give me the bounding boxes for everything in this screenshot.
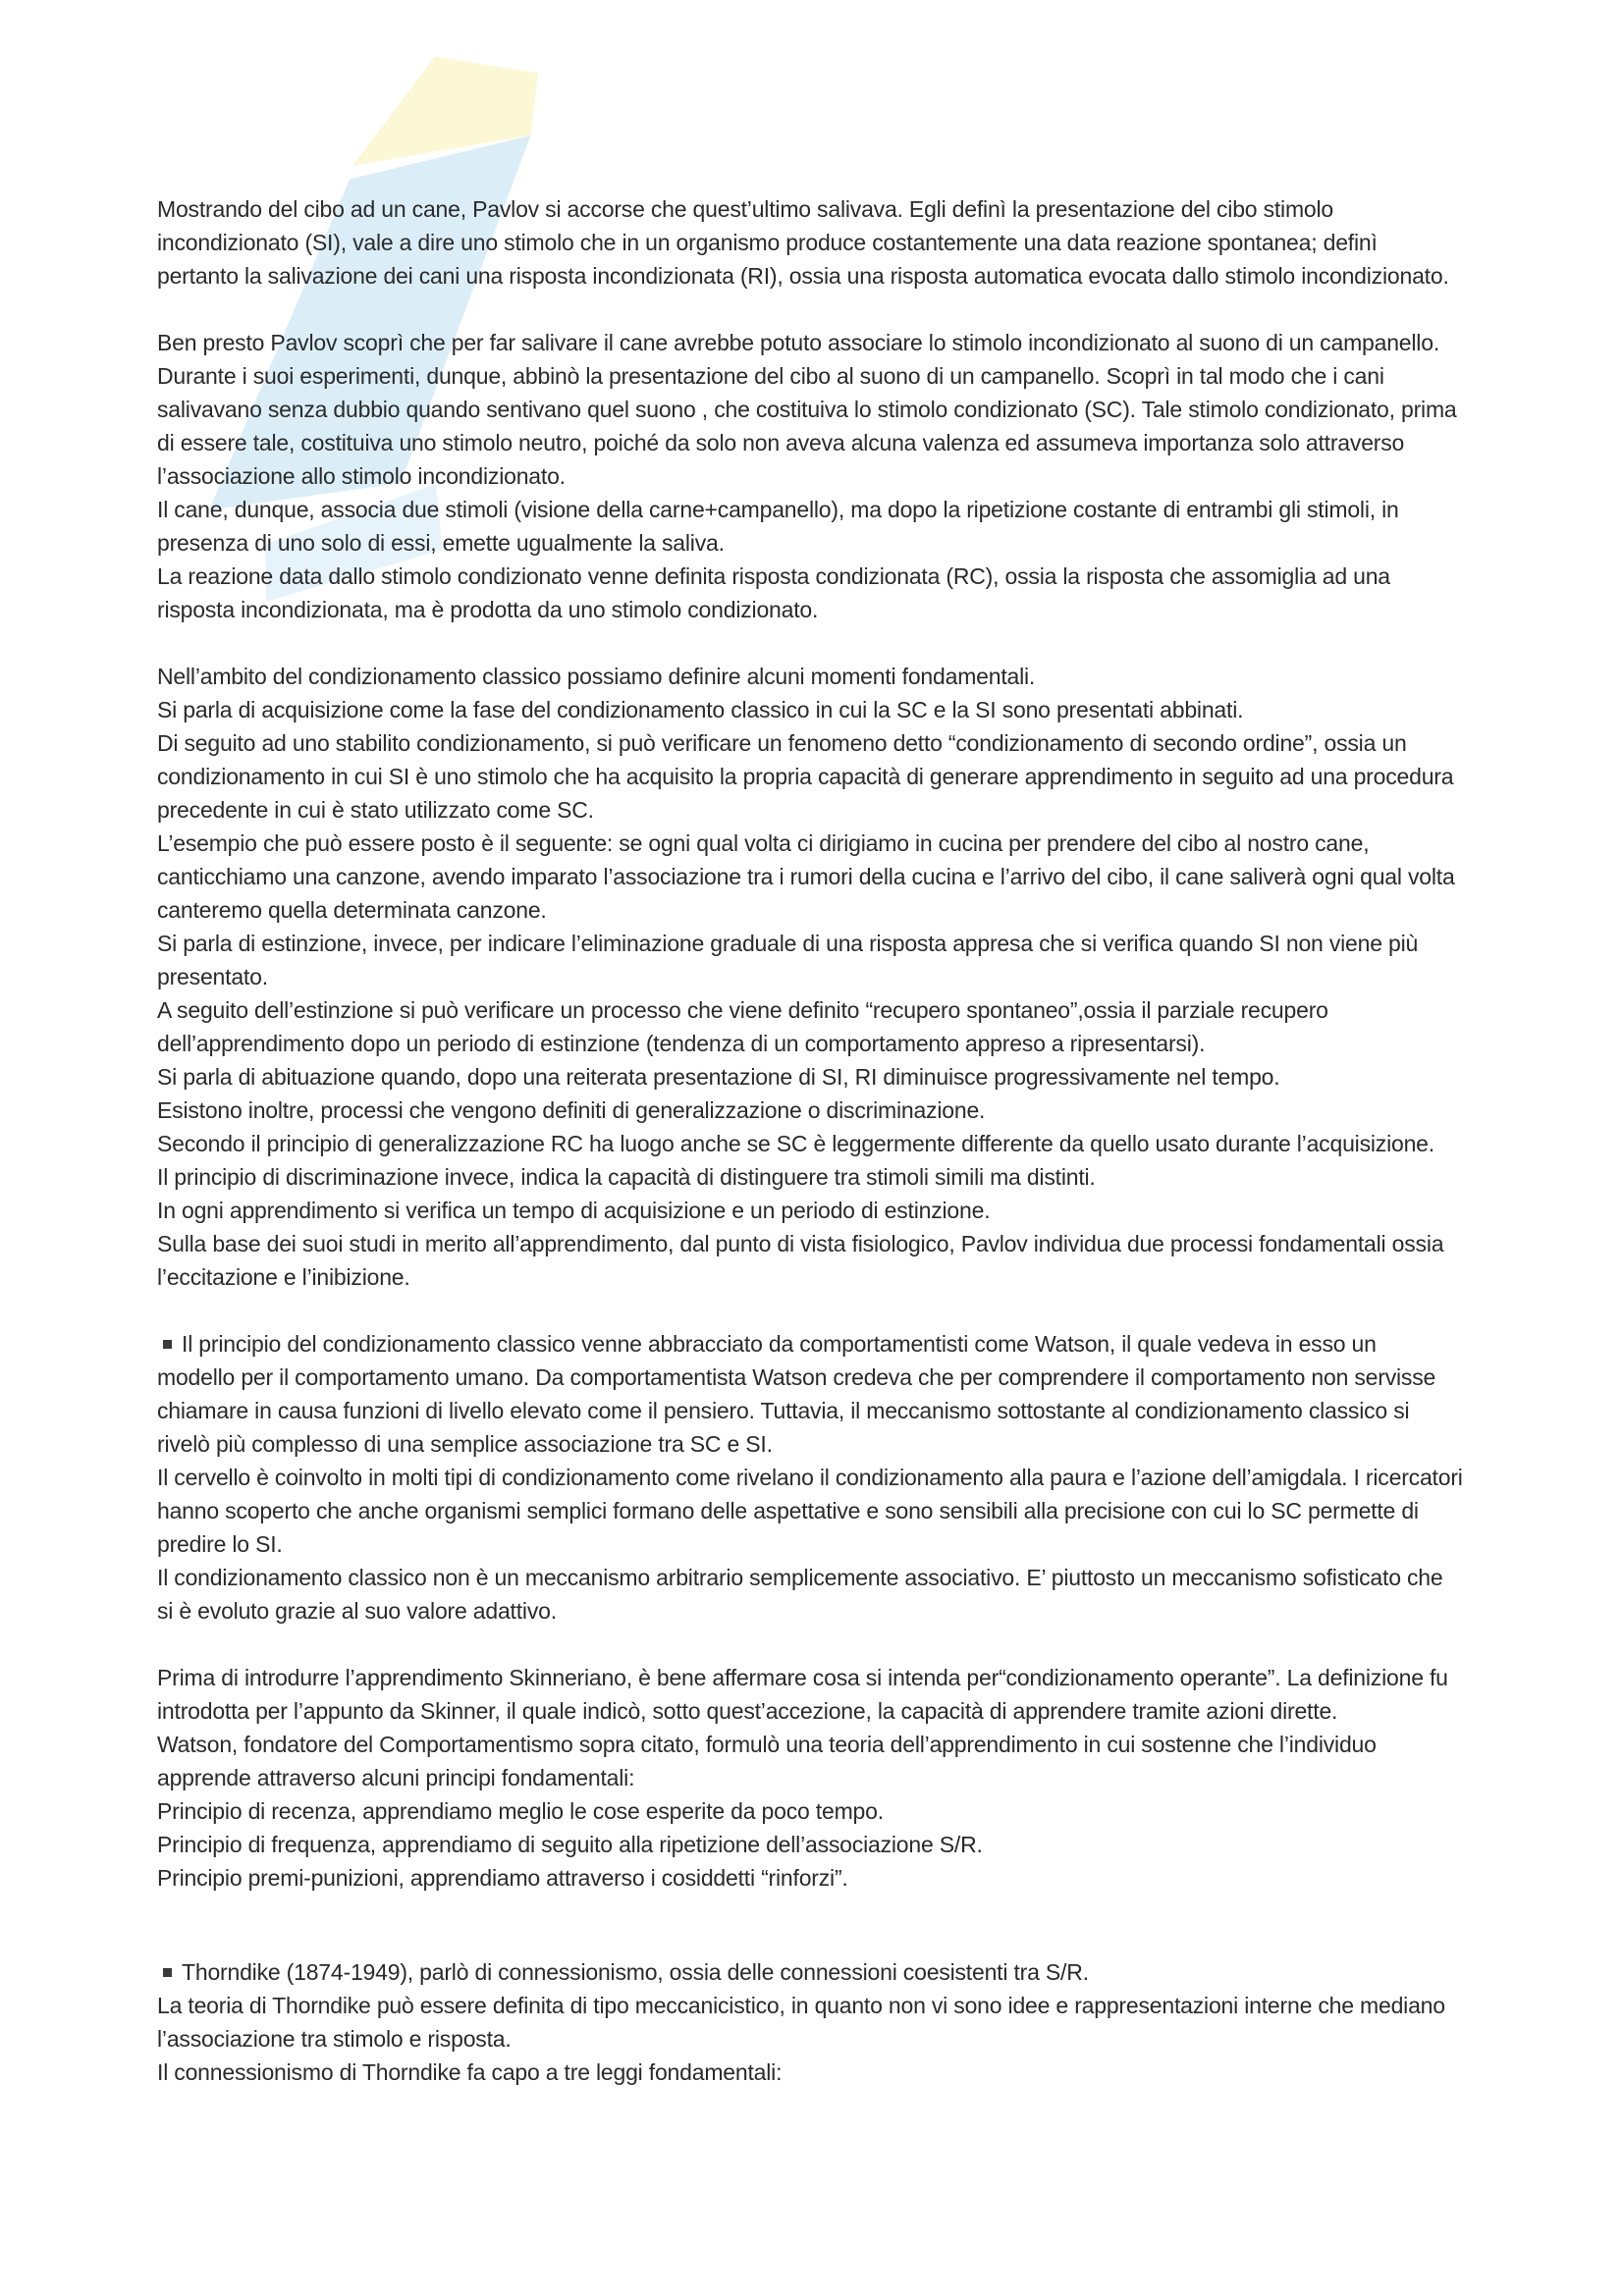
text-line [157, 1989, 1483, 2022]
text-line [157, 493, 1483, 526]
text-line [157, 359, 1483, 393]
text-line-content: Durante i suoi esperimenti, dunque, abbinò la presentazione del cibo al suono di un campanello. Scoprì in tal modo che i cani [157, 363, 1384, 389]
text-line-content: A seguito dell’estinzione si può verificare un processo che viene definito “recupero spontaneo”,ossia il parziale recupero [157, 997, 1328, 1023]
text-line [157, 1094, 1483, 1127]
text-line-content: rivelò più complesso di una semplice associazione tra SC e SI. [157, 1431, 773, 1457]
text-line [157, 1828, 1483, 1861]
text-line [157, 226, 1483, 259]
text-line [157, 726, 1483, 760]
text-line-content: Thorndike (1874-1949), parlò di connessionismo, ossia delle connessioni coesistenti tra S/R. [182, 1959, 1089, 1985]
text-line [157, 526, 1483, 560]
text-line [157, 1594, 1483, 1628]
text-line-content: Prima di introdurre l’apprendimento Skinneriano, è bene affermare cosa si intenda per“condizionamento operante”. La definizione fu [157, 1665, 1448, 1690]
text-line-content: apprende attraverso alcuni principi fondamentali: [157, 1765, 635, 1790]
text-line-content: presenza di uno solo di essi, emette ugualmente la saliva. [157, 530, 725, 556]
text-line-content: presentato. [157, 964, 268, 989]
text-line-content: condizionamento in cui SI è uno stimolo che ha acquisito la propria capacità di generare apprendimento in seguito ad una procedura [157, 764, 1454, 789]
text-line [157, 1761, 1483, 1794]
text-line [157, 2056, 1483, 2089]
text-line [157, 192, 1483, 226]
text-line-content: l’associazione tra stimolo e risposta. [157, 2026, 512, 2052]
text-line [157, 1955, 1483, 1989]
text-line [157, 2022, 1483, 2056]
text-line-content: Mostrando del cibo ad un cane, Pavlov si accorse che quest’ultimo salivava. Egli definì la presentazione del cibo stimolo [157, 196, 1334, 222]
text-line-content: canteremo quella determinata canzone. [157, 897, 547, 923]
text-line [157, 827, 1483, 860]
text-line-content: La reazione data dallo stimolo condizionato venne definita risposta condizionata (RC), ossia la risposta che assomiglia ad una [157, 563, 1390, 589]
text-line-content: Esistono inoltre, processi che vengono definiti di generalizzazione o discriminazione. [157, 1097, 986, 1123]
document-body [157, 192, 1483, 2089]
square-bullet-icon [163, 1968, 172, 1977]
text-line [157, 1661, 1483, 1694]
text-line-content: Ben presto Pavlov scoprì che per far salivare il cane avrebbe potuto associare lo stimolo incondizionato al suono di un campanello. [157, 330, 1440, 355]
text-line-content: introdotta per l’appunto da Skinner, il quale indicò, sotto quest’accezione, la capacità di apprendere tramite azioni dirette. [157, 1698, 1338, 1724]
text-line-content: dell’apprendimento dopo un periodo di estinzione (tendenza di un comportamento appreso a ripresentarsi). [157, 1031, 1206, 1056]
text-line-content: risposta incondizionata, ma è prodotta da uno stimolo condizionato. [157, 597, 819, 622]
text-line [157, 1361, 1483, 1394]
text-line [157, 1327, 1483, 1361]
text-line-content: Principio di recenza, apprendiamo meglio le cose esperite da poco tempo. [157, 1798, 884, 1824]
text-line [157, 459, 1483, 493]
text-line-content: Il principio di discriminazione invece, indica la capacità di distinguere tra stimoli simili ma distinti. [157, 1164, 1096, 1190]
text-line [157, 1794, 1483, 1828]
text-line [157, 860, 1483, 893]
text-line [157, 960, 1483, 993]
text-line-content: Principio premi-punizioni, apprendiamo attraverso i cosiddetti “rinforzi”. [157, 1865, 848, 1891]
text-line [157, 426, 1483, 459]
text-line-content: Di seguito ad uno stabilito condizionamento, si può verificare un fenomeno detto “condizionamento di secondo ordine”, ossia un [157, 730, 1407, 756]
paragraph-pavlov-experiment [157, 326, 1483, 626]
text-line [157, 1260, 1483, 1294]
text-line [157, 1694, 1483, 1728]
text-line-content: Watson, fondatore del Comportamentismo sopra citato, formulò una teoria dell’apprendimento in cui sostenne che l’individuo [157, 1732, 1377, 1757]
text-line-content: Si parla di abituazione quando, dopo una reiterata presentazione di SI, RI diminuisce progressivamente nel tempo. [157, 1064, 1280, 1090]
text-line [157, 1394, 1483, 1427]
text-line [157, 693, 1483, 726]
paragraph-pavlov-intro [157, 192, 1483, 293]
text-line-content: pertanto la salivazione dei cani una risposta incondizionata (RI), ossia una risposta automatica evocata dallo stimolo incondizionato. [157, 263, 1449, 289]
text-line [157, 1127, 1483, 1160]
text-line [157, 1461, 1483, 1494]
text-line-content: Si parla di estinzione, invece, per indicare l’eliminazione graduale di una risposta appresa che si verifica quando SI non viene più [157, 931, 1419, 956]
square-bullet-icon [163, 1340, 172, 1349]
text-line [157, 1527, 1483, 1561]
text-line [157, 1728, 1483, 1761]
text-line [157, 760, 1483, 793]
text-line [157, 1194, 1483, 1227]
text-line [157, 893, 1483, 927]
text-line [157, 793, 1483, 827]
paragraph-operant-conditioning [157, 1661, 1483, 1895]
text-line-content: In ogni apprendimento si verifica un tempo di acquisizione e un periodo di estinzione. [157, 1198, 991, 1223]
text-line [157, 593, 1483, 626]
paragraph-watson-behaviorism [157, 1327, 1483, 1628]
paragraph-thorndike [157, 1955, 1483, 2089]
text-line-content: Nell’ambito del condizionamento classico possiamo definire alcuni momenti fondamentali. [157, 664, 1036, 689]
text-line-content: Il condizionamento classico non è un meccanismo arbitrario semplicemente associativo. E’ piuttosto un meccanismo sofisticato che [157, 1565, 1443, 1590]
text-line-content: l’associazione allo stimolo incondizionato. [157, 463, 566, 489]
text-line-content: hanno scoperto che anche organismi semplici formano delle aspettative e sono sensibili alla precisione con cui lo SC permette di [157, 1498, 1419, 1523]
text-line [157, 1027, 1483, 1060]
text-line-content: incondizionato (SI), vale a dire uno stimolo che in un organismo produce costantemente una data reazione spontanea; definì [157, 230, 1378, 255]
text-line-content: modello per il comportamento umano. Da comportamentista Watson credeva che per comprendere il comportamento non servisse [157, 1364, 1436, 1390]
text-line-content: si è evoluto grazie al suo valore adattivo. [157, 1598, 557, 1624]
text-line-content: canticchiamo una canzone, avendo imparato l’associazione tra i rumori della cucina e l’arrivo del cibo, il cane saliverà ogni qual volta [157, 864, 1455, 889]
text-line-content: Il connessionismo di Thorndike fa capo a tre leggi fondamentali: [157, 2059, 783, 2085]
text-line-content: La teoria di Thorndike può essere definita di tipo meccanicistico, in quanto non vi sono idee e rappresentazioni interne che mediano [157, 1993, 1445, 2018]
text-line-content: L’esempio che può essere posto è il seguente: se ogni qual volta ci dirigiamo in cucina per prendere del cibo al nostro cane, [157, 830, 1370, 856]
text-line-content: salivavano senza dubbio quando sentivano quel suono , che costituiva lo stimolo condizionato (SC). Tale stimolo condizionato, prima [157, 397, 1457, 422]
text-line [157, 1561, 1483, 1594]
text-line-content: Sulla base dei suoi studi in merito all’apprendimento, dal punto di vista fisiologico, Pavlov individua due processi fondamentali ossia [157, 1231, 1444, 1256]
text-line-content: precedente in cui è stato utilizzato come SC. [157, 797, 594, 823]
text-line [157, 1494, 1483, 1527]
text-line [157, 259, 1483, 293]
text-line [157, 1227, 1483, 1260]
text-line-content: Secondo il principio di generalizzazione RC ha luogo anche se SC è leggermente differente da quello usato durante l’acquisizione. [157, 1131, 1434, 1156]
text-line [157, 660, 1483, 693]
text-line-content: Il cane, dunque, associa due stimoli (visione della carne+campanello), ma dopo la ripetizione costante di entrambi gli stimoli, in [157, 497, 1399, 522]
text-line-content: l’eccitazione e l’inibizione. [157, 1264, 410, 1290]
text-line [157, 1160, 1483, 1194]
text-line-content: di essere tale, costituiva uno stimolo neutro, poiché da solo non aveva alcuna valenza ed assumeva importanza solo attraverso [157, 430, 1405, 455]
text-line [157, 1060, 1483, 1094]
text-line-content: Si parla di acquisizione come la fase del condizionamento classico in cui la SC e la SI sono presentati abbinati. [157, 697, 1244, 722]
text-line [157, 393, 1483, 426]
text-line [157, 326, 1483, 359]
text-line-content: Il principio del condizionamento classico venne abbracciato da comportamentisti come Watson, il quale vedeva in esso un [182, 1331, 1377, 1357]
text-line [157, 1427, 1483, 1461]
text-line [157, 560, 1483, 593]
text-line-content: Principio di frequenza, apprendiamo di seguito alla ripetizione dell’associazione S/R. [157, 1832, 983, 1857]
text-line-content: predire lo SI. [157, 1531, 283, 1557]
paragraph-classical-conditioning-phases [157, 660, 1483, 1294]
text-line [157, 1861, 1483, 1895]
text-line-content: chiamare in causa funzioni di livello elevato come il pensiero. Tuttavia, il meccanismo sottostante al condizionamento classico si [157, 1398, 1410, 1423]
text-line-content: Il cervello è coinvolto in molti tipi di condizionamento come rivelano il condizionamento alla paura e l’azione dell’amigdala. I ricercatori [157, 1465, 1463, 1490]
text-line [157, 993, 1483, 1027]
text-line [157, 927, 1483, 960]
